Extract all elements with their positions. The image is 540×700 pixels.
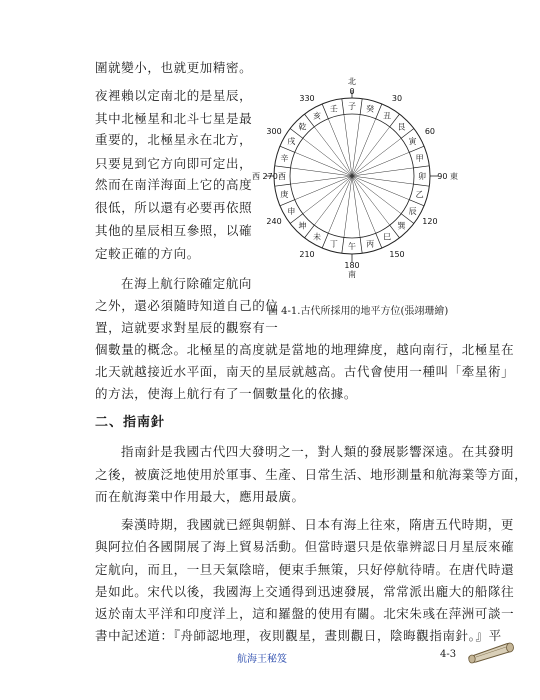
sector-divider xyxy=(409,146,424,152)
degree-label: 120 xyxy=(422,217,438,226)
north-degree-label: 0 xyxy=(349,87,355,96)
sector-divider xyxy=(409,200,424,206)
text-line: 置，這就要求對星辰的觀察有一 xyxy=(95,320,279,335)
sector-divider xyxy=(342,237,344,253)
text-line: 北天就越接近水平面，南天的星辰就越高。古代會使用一種叫「牽星術」 xyxy=(95,364,515,379)
degree-label: 210 xyxy=(299,249,315,259)
degree-label: 150 xyxy=(389,249,405,259)
footer-title: 航海王秘笈 xyxy=(237,654,287,665)
text-line: 而在航海業中作用最大，應用最廣。 xyxy=(95,489,305,504)
west-label: 西 270 xyxy=(252,172,278,181)
text-line: 與阿拉伯各國開展了海上貿易活動。但當時還只是依靠辨認日月星辰來確 xyxy=(95,539,515,554)
sector-divider xyxy=(322,104,328,119)
text-line: 書中記述道：『舟師認地理，夜則觀星，晝則觀日，陰晦觀指南針。』平 xyxy=(95,628,502,643)
south-label: 南 xyxy=(348,270,356,278)
sector-character: 辛 xyxy=(280,153,289,163)
north-label: 北 xyxy=(348,77,356,86)
sector-character: 寅 xyxy=(408,137,417,146)
page-number: 4-3 xyxy=(440,649,457,660)
figure-caption: 圖 4-1.古代所採用的地平方位(張翊珊繪) xyxy=(268,306,449,317)
sector-character: 乙 xyxy=(415,190,424,200)
east-label: 90 東 xyxy=(437,172,458,181)
sector-character: 亥 xyxy=(313,111,321,121)
text-line: 返於南太平洋和印度洋上，這和羅盤的使用有關。北宋朱彧在萍洲可談一 xyxy=(95,606,515,621)
sector-character: 艮 xyxy=(397,122,406,132)
degree-label: 240 xyxy=(266,217,282,226)
text-line: 其他的星辰相互參照，以確 xyxy=(95,223,253,238)
text-line: 定較正確的方向。 xyxy=(95,246,200,261)
sector-character: 戌 xyxy=(287,137,296,146)
sector-character: 子 xyxy=(348,102,356,111)
sector-character: 辰 xyxy=(408,207,417,216)
text-line: 個數量的概念。北極星的高度就是當地的地理緯度，越向南行，北極星在 xyxy=(95,342,515,357)
sector-character: 癸 xyxy=(366,104,375,114)
sector-character: 申 xyxy=(287,207,296,216)
degree-label: 60 xyxy=(424,127,436,136)
text-line: 只要見到它方向即可定出， xyxy=(95,156,253,171)
sector-character: 甲 xyxy=(415,153,424,163)
sector-character: 午 xyxy=(348,242,356,251)
compass-diagram xyxy=(248,72,460,278)
text-line: 的方法，使海上航行有了一個數量化的依據。 xyxy=(95,386,358,401)
sector-character: 坤 xyxy=(298,221,307,231)
text-line: 秦漢時期，我國就已經與朝鮮、日本有海上往來，隋唐五代時期，更 xyxy=(121,517,515,532)
text-line: 之外，還必須隨時知道自己的位 xyxy=(95,298,279,313)
sector-character: 壬 xyxy=(329,104,338,114)
text-line: 夜裡賴以定南北的是星辰， xyxy=(95,88,253,103)
text-line: 定航向，而且，一旦天氣陰暗，便束手無策，只好停航待晴。在唐代時還 xyxy=(95,562,515,577)
degree-label: 300 xyxy=(266,127,282,136)
text-line: 然而在南洋海面上它的高度 xyxy=(95,177,253,192)
sector-character: 乾 xyxy=(298,122,307,132)
sector-character: 酉 xyxy=(278,172,286,181)
degree-label: 330 xyxy=(299,94,315,104)
sector-divider xyxy=(280,146,295,152)
text-line: 其中北極星和北斗七星是最 xyxy=(95,111,253,126)
sector-divider xyxy=(376,104,382,119)
text-line: 指南針是我國古代四大發明之一，對人類的發展影響深遠。在其發明 xyxy=(121,444,515,459)
text-line: 是如此。宋代以後，我國海上交通得到迅速發展，常常派出龐大的船隊往 xyxy=(95,584,515,599)
text-line: 圍就變小，也就更加精密。 xyxy=(95,60,253,75)
sector-divider xyxy=(275,166,291,168)
sector-divider xyxy=(413,184,429,186)
sector-character: 巳 xyxy=(383,232,391,242)
text-line: 重要的，北極星永在北方， xyxy=(95,132,253,147)
sector-divider xyxy=(275,184,291,186)
south-degree-label: 180 xyxy=(344,261,360,270)
sector-divider xyxy=(376,233,382,248)
sector-character: 丑 xyxy=(383,111,391,121)
text-line: 很低，所以還有必要再依照 xyxy=(95,200,253,215)
sector-character: 巽 xyxy=(397,221,406,231)
sector-character: 庚 xyxy=(280,190,289,200)
sector-divider xyxy=(360,99,362,115)
sector-character: 丙 xyxy=(366,239,375,249)
section-heading: 二、指南針 xyxy=(95,415,166,430)
sector-character: 丁 xyxy=(329,239,338,249)
sector-divider xyxy=(322,233,328,248)
sector-character: 未 xyxy=(313,232,321,242)
text-line: 之後，被廣泛地使用於軍事、生產、日常生活、地形測量和航海業等方面， xyxy=(95,467,528,482)
sector-character: 卯 xyxy=(418,172,426,181)
sector-divider xyxy=(360,237,362,253)
sector-divider xyxy=(413,166,429,168)
scroll-icon xyxy=(466,638,516,664)
degree-label: 30 xyxy=(391,94,403,104)
text-line: 在海上航行除確定航向 xyxy=(121,276,253,291)
sector-divider xyxy=(280,200,295,206)
sector-divider xyxy=(342,99,344,115)
